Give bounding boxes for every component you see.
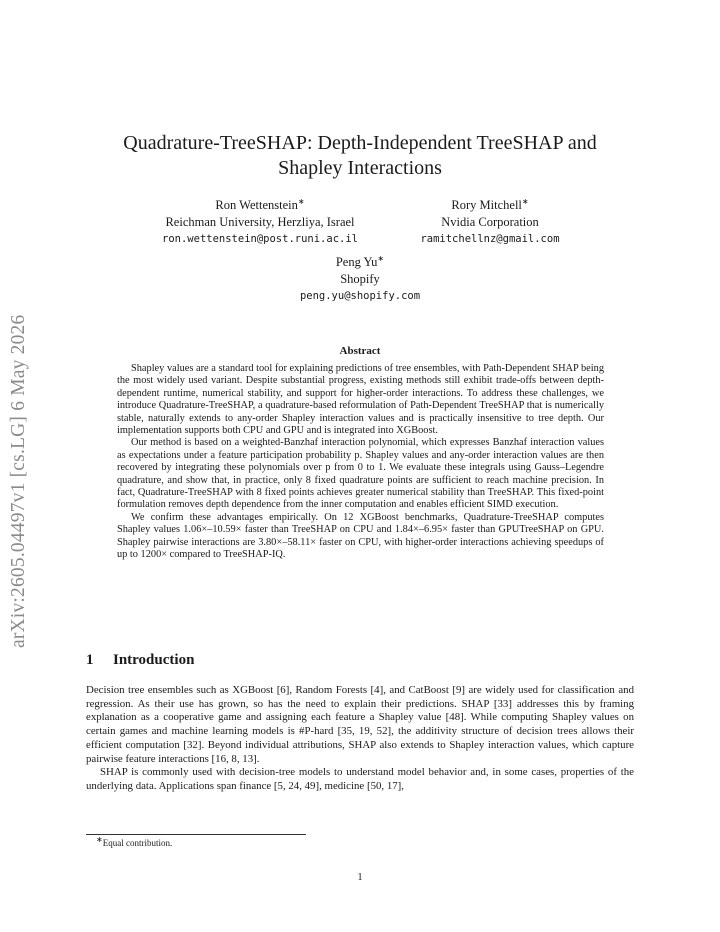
author-email[interactable]: peng.yu@shopify.com [299,290,421,302]
arxiv-identifier: arXiv:2605.04497v1 [cs.LG] 6 May 2026 [8,314,29,648]
introduction-body [86,684,634,794]
abstract-heading: Abstract [339,345,381,357]
page-number: 1 [357,872,363,883]
abstract-body [117,363,604,562]
section-title: Introduction [113,652,195,668]
equal-contribution-mark: ∗ [297,196,305,206]
author-email[interactable]: ramitchellnz@gmail.com [420,233,560,245]
author-name: Rory Mitchell [451,198,522,212]
author-block [400,197,580,248]
paper-title: Quadrature-TreeSHAP: Depth-Independent TreeSHAP and Shapley Interactions [123,132,597,179]
section-number: 1 [86,652,94,668]
section-heading-introduction [86,652,194,669]
abstract-paragraph: We confirm these advantages empirically. On 12 XGBoost benchmarks, Quadrature-TreeSHAP computes Shapley values 1.06×–10.59× faster than TreeSHAP on CPU and 1.84×–6.95× faster than GPUTreeSHAP on GPU. Shapley pairwise interactions are 3.80×–58.11× faster on CPU, with higher-order interactions achieving speedups of up to 1200× compared to TreeSHAP-IQ. [117,511,604,561]
footnote [96,835,173,848]
author-email[interactable]: ron.wettenstein@post.runi.ac.il [162,233,358,245]
author-affiliation: Nvidia Corporation [441,215,539,229]
author-block [260,254,460,305]
author-block [140,197,380,248]
author-name: Ron Wettenstein [215,198,298,212]
author-name: Peng Yu [335,255,378,269]
footnote-divider [86,834,306,835]
equal-contribution-mark: ∗ [377,253,385,263]
abstract-paragraph: Shapley values are a standard tool for explaining predictions of tree ensembles, with Path-Dependent SHAP being the most widely used variant. Despite substantial progress, existing methods still exhibit trade-offs between depth-dependent runtime, numerical stability, and support for higher-order interactions. To address these challenges, we introduce Quadrature-TreeSHAP, a quadrature-based reformulation of Path-Dependent TreeSHAP that is numerically stable, naturally extends to any-order Shapley interaction values and is practically insensitive to tree depth. Our implementation supports both CPU and GPU and is integrated into XGBoost. [117,363,604,437]
body-paragraph: SHAP is commonly used with decision-tree models to understand model behavior and, in some cases, properties of the underlying data. Applications span finance [5, 24, 49], medicine [50, 17], [86,766,634,792]
footnote-text: Equal contribution. [102,838,173,848]
author-affiliation: Shopify [340,272,380,286]
footnote-mark: ∗ [96,835,103,844]
body-paragraph: Decision tree ensembles such as XGBoost [6], Random Forests [4], and CatBoost [9] are widely used for classification and regression. As their use has grown, so has the need to explain their predictions. SHAP [33] addresses this by framing explanation as a cooperative game and assigning each feature a Shapley value [48]. While computing Shapley values on certain games and machine learning models is #P-hard [35, 19, 52], the additivity structure of decision trees allows their efficient computation [32]. Beyond individual attributions, SHAP also extends to Shapley interaction values, which capture pairwise feature interactions [16, 8, 13]. [86,684,634,765]
abstract-paragraph: Our method is based on a weighted-Banzhaf interaction polynomial, which expresses Banzhaf interaction values as expectations under a feature participation probability p. Shapley values and any-order interaction values are then recovered by integrating these polynomials over p from 0 to 1. We evaluate these integrals using Gauss–Legendre quadrature, and show that, in practice, only 8 fixed quadrature points are sufficient to reach machine precision. In fact, Quadrature-TreeSHAP with 8 fixed points achieves greater numerical stability than TreeSHAP. This fixed-point formulation removes depth dependence from the inner computation and enables efficient SIMD execution. [117,437,604,511]
author-affiliation: Reichman University, Herzliya, Israel [165,215,355,229]
equal-contribution-mark: ∗ [521,196,529,206]
